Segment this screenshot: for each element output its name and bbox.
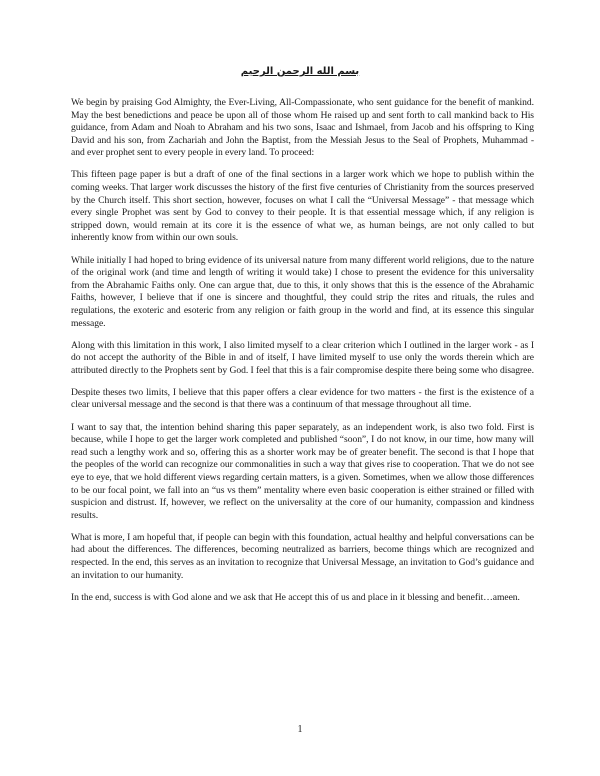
paragraph: We begin by praising God Almighty, the Ever-Living, All-Compassionate, who sent guidance for the benefit of mankind. May the best benedictions and peace be upon all of those whom He raised up and sent forth to call mankind back to His guidance, from Adam and Noah to Abraham and his two sons, Isaac and Ishmael, from Jacob and his offspring to King David and his son, from Zachariah and John the Baptist, from the Messiah Jesus to the Seal of Prophets, Muhammad - and ever prophet sent to every people in every land. To proceed: <box>71 97 534 159</box>
basmala-heading <box>0 66 600 77</box>
basmala-text: بسم الله الرحمن الرحيم <box>240 66 360 77</box>
paragraph: While initially I had hoped to bring evidence of its universal nature from many different world religions, due to the nature of the original work (and time and length of writing it would take) I chose to present the evidence for this universality from the Abrahamic Faiths only. One can argue that, due to this, it only shows that this is the essence of the Abrahamic Faiths, however, I believe that if one is sincere and thoughtful, they could strip the rites and rituals, the rules and regulations, the exoteric and esoteric from any religion or faith group in the world and find, at its essence this singular message. <box>71 254 534 329</box>
paragraph: Despite theses two limits, I believe that this paper offers a clear evidence for two matters - the first is the existence of a clear universal message and the second is that there was a continuum of that message throughout all time. <box>71 386 534 411</box>
document-body <box>71 97 534 614</box>
page-number: 1 <box>297 724 303 735</box>
paragraph: In the end, success is with God alone and we ask that He accept this of us and place in it blessing and benefit…ameen. <box>71 591 520 603</box>
paragraph: This fifteen page paper is but a draft of one of the final sections in a larger work which we hope to publish within the coming weeks. That larger work discusses the history of the first five centuries of Christianity from the sources preserved by the Church itself. This short section, however, focuses on what I call the “Universal Message” - that message which every single Prophet was sent by God to convey to their people. It is that essential message which, if any religion is stripped down, would remain at its core it is the essence of what we, as human beings, are not only called to but inherently know from within our own souls. <box>71 169 534 244</box>
paragraph: Along with this limitation in this work, I also limited myself to a clear criterion which I outlined in the larger work - as I do not accept the authority of the Bible in and of itself, I have limited myself to use only the words therein which are attributed directly to the Prophets sent by God. I feel that this is a fair compromise despite there being some who disagree. <box>71 339 534 376</box>
paragraph: I want to say that, the intention behind sharing this paper separately, as an independent work, is also two fold. First is because, while I hope to get the larger work completed and published “soon”, I do not know, in our time, how many will read such a lengthy work and so, offering this as a shorter work may be of greater benefit. The second is that I hope that the peoples of the world can recognize our commonalities in such a way that gives rise to cooperation. That we do not see eye to eye, that we hold different views regarding certain matters, is a given. Sometimes, when we allow those differences to be our focal point, we fall into an “us vs them” mentality where even basic cooperation is either strained or filled with suspicion and distrust. If, however, we reflect on the universality at the core of our humanity, compassion and kindness results. <box>71 421 534 521</box>
paragraph: What is more, I am hopeful that, if people can begin with this foundation, actual healthy and helpful conversations can be had about the differences. The differences, becoming neutralized as barriers, become things which are recognized and respected. In the end, this serves as an invitation to recognize that Universal Message, an invitation to God’s guidance and an invitation to our humanity. <box>71 531 534 581</box>
